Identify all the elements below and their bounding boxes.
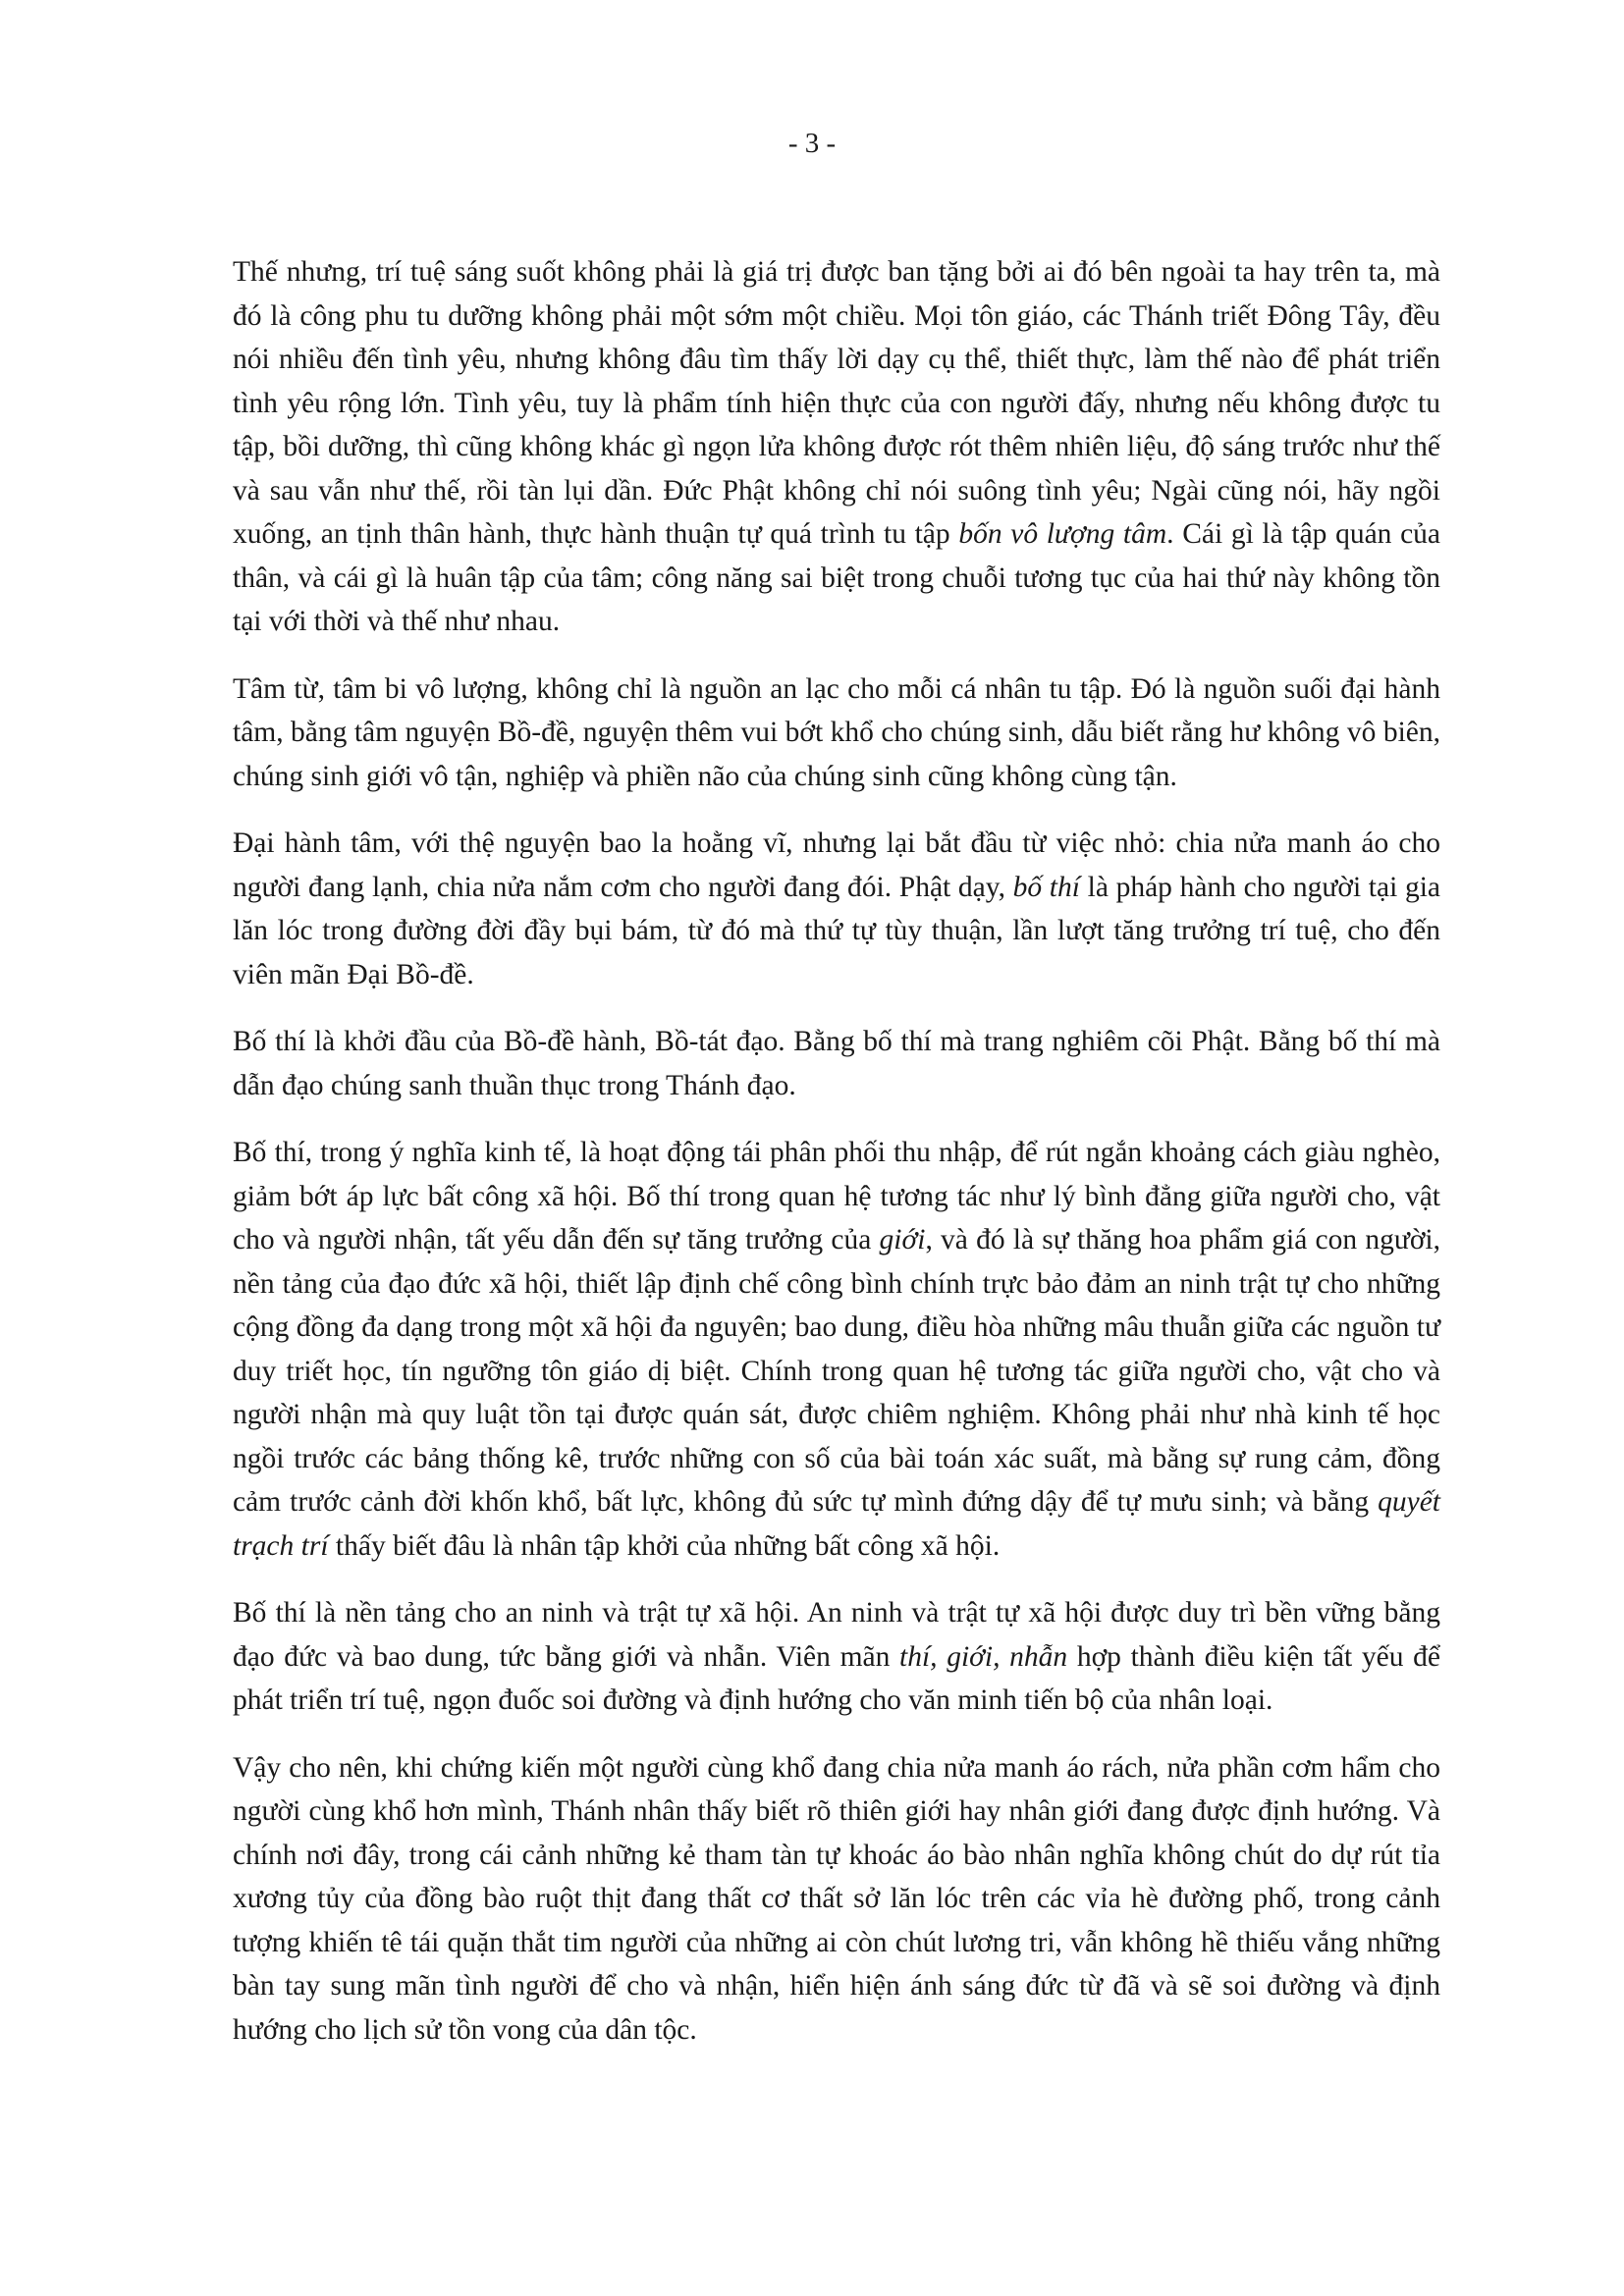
text-run: hợp thành điều kiện tất yếu để phát triển trí tuệ, ngọn đuốc soi đường và định hướng cho văn minh tiến bộ của nhân loại. bbox=[233, 1640, 1440, 1716]
italic-term: bố thí bbox=[1012, 871, 1080, 903]
text-run: Thế nhưng, trí tuệ sáng suốt không phải là giá trị được ban tặng bởi ai đó bên ngoài ta hay trên ta, mà đó là công phu tu dưỡng không phải một sớm một chiều. Mọi tôn giáo, các Thánh triết Đông Tây, đều nói nhiều đến tình yêu, nhưng không đâu tìm thấy lời dạy cụ thể, thiết thực, làm thế nào để phát triển tình yêu rộng lớn. Tình yêu, tuy là phẩm tính hiện thực của con người đấy, nhưng nếu không được tu tập, bồi dưỡng, thì cũng không khác gì ngọn lửa không được rót thêm nhiên liệu, độ sáng trước như thế và sau vẫn như thế, rồi tàn lụi dần. Đức Phật không chỉ nói suông tình yêu; Ngài cũng nói, hãy ngồi xuống, an tịnh thân hành, thực hành thuận tự quá trình tu tập bbox=[233, 256, 1440, 550]
italic-term: thí, giới, nhẫn bbox=[899, 1640, 1068, 1673]
text-run: Tâm từ, tâm bi vô lượng, không chỉ là nguồn an lạc cho mỗi cá nhân tu tập. Đó là nguồn suối đại hành tâm, bằng tâm nguyện Bồ-đề, nguyện thêm vui bớt khổ cho chúng sinh, dẫu biết rằng hư không vô biên, chúng sinh giới vô tận, nghiệp và phiền não của chúng sinh cũng không cùng tận. bbox=[233, 672, 1440, 792]
paragraph bbox=[233, 1020, 1440, 1107]
paragraph bbox=[233, 250, 1440, 644]
paragraph bbox=[233, 822, 1440, 996]
text-run: Bố thí là khởi đầu của Bồ-đề hành, Bồ-tát đạo. Bằng bố thí mà trang nghiêm cõi Phật. Bằng bố thí mà dẫn đạo chúng sanh thuần thục trong Thánh đạo. bbox=[233, 1026, 1440, 1101]
text-run: , và đó là sự thăng hoa phẩm giá con người, nền tảng của đạo đức xã hội, thiết lập định chế công bình chính trực bảo đảm an ninh trật tự cho những cộng đồng đa dạng trong một xã hội đa nguyên; bao dung, điều hòa những mâu thuẫn giữa các nguồn tư duy triết học, tín ngưỡng tôn giáo dị biệt. Chính trong quan hệ tương tác giữa người cho, vật cho và người nhận mà quy luật tồn tại được quán sát, được chiêm nghiệm. Không phải như nhà kinh tế học ngồi trước các bảng thống kê, trước những con số của bài toán xác suất, mà bằng sự rung cảm, đồng cảm trước cảnh đời khốn khổ, bất lực, không đủ sức tự mình đứng dậy để tự mưu sinh; và bằng bbox=[233, 1224, 1440, 1518]
text-run: Đại hành tâm, với thệ nguyện bao la hoằng vĩ, nhưng lại bắt đầu từ việc nhỏ: chia nửa manh áo cho người đang lạnh, chia nửa nắm cơm cho người đang đói. Phật dạy, bbox=[233, 828, 1440, 903]
italic-term: quyết trạch trí bbox=[233, 1486, 1440, 1562]
italic-term: bốn vô lượng tâm bbox=[958, 518, 1167, 550]
paragraph bbox=[233, 1746, 1440, 2053]
text-run: thấy biết đâu là nhân tập khởi của những bất công xã hội. bbox=[328, 1529, 1001, 1562]
text-run: Vậy cho nên, khi chứng kiến một người cùng khổ đang chia nửa manh áo rách, nửa phần cơm hẩm cho người cùng khổ hơn mình, Thánh nhân thấy biết rõ thiên giới hay nhân giới đang được định hướng. Và chính nơi đây, trong cái cảnh những kẻ tham tàn tự khoác áo bào nhân nghĩa không chút do dự rút tỉa xương tủy của đồng bào ruột thịt đang thất cơ thất sở lăn lóc trên các vỉa hè đường phố, trong cảnh tượng khiến tê tái quặn thắt tim người của những ai còn chút lương tri, vẫn không hề thiếu vắng những bàn tay sung mãn tình người để cho và nhận, hiển hiện ánh sáng đức từ đã và sẽ soi đường và định hướng cho lịch sử tồn vong của dân tộc. bbox=[233, 1751, 1440, 2046]
body-text bbox=[233, 250, 1440, 2052]
italic-term: giới bbox=[879, 1224, 926, 1255]
text-run: . Cái gì là tập quán của thân, và cái gì là huân tập của tâm; công năng sai biệt trong chuỗi tương tục của hai thứ này không tồn tại với thời và thế như nhau. bbox=[233, 518, 1441, 637]
text-run: là pháp hành cho người tại gia lăn lóc trong đường đời đầy bụi bám, từ đó mà thứ tự tùy thuận, lần lượt tăng trưởng trí tuệ, cho đến viên mãn Đại Bồ-đề. bbox=[233, 871, 1440, 990]
paragraph bbox=[233, 1131, 1440, 1568]
text-run: Bố thí là nền tảng cho an ninh và trật tự xã hội. An ninh và trật tự xã hội được duy trì bền vững bằng đạo đức và bao dung, tức bằng giới và nhẫn. Viên mãn bbox=[233, 1597, 1440, 1673]
paragraph bbox=[233, 667, 1440, 799]
paragraph bbox=[233, 1591, 1440, 1723]
text-run: Bố thí, trong ý nghĩa kinh tế, là hoạt động tái phân phối thu nhập, để rút ngắn khoảng cách giàu nghèo, giảm bớt áp lực bất công xã hội. Bố thí trong quan hệ tương tác như lý bình đẳng giữa người cho, vật cho và người nhận, tất yếu dẫn đến sự tăng trưởng của bbox=[233, 1137, 1440, 1255]
page-number: - 3 - bbox=[787, 128, 837, 159]
